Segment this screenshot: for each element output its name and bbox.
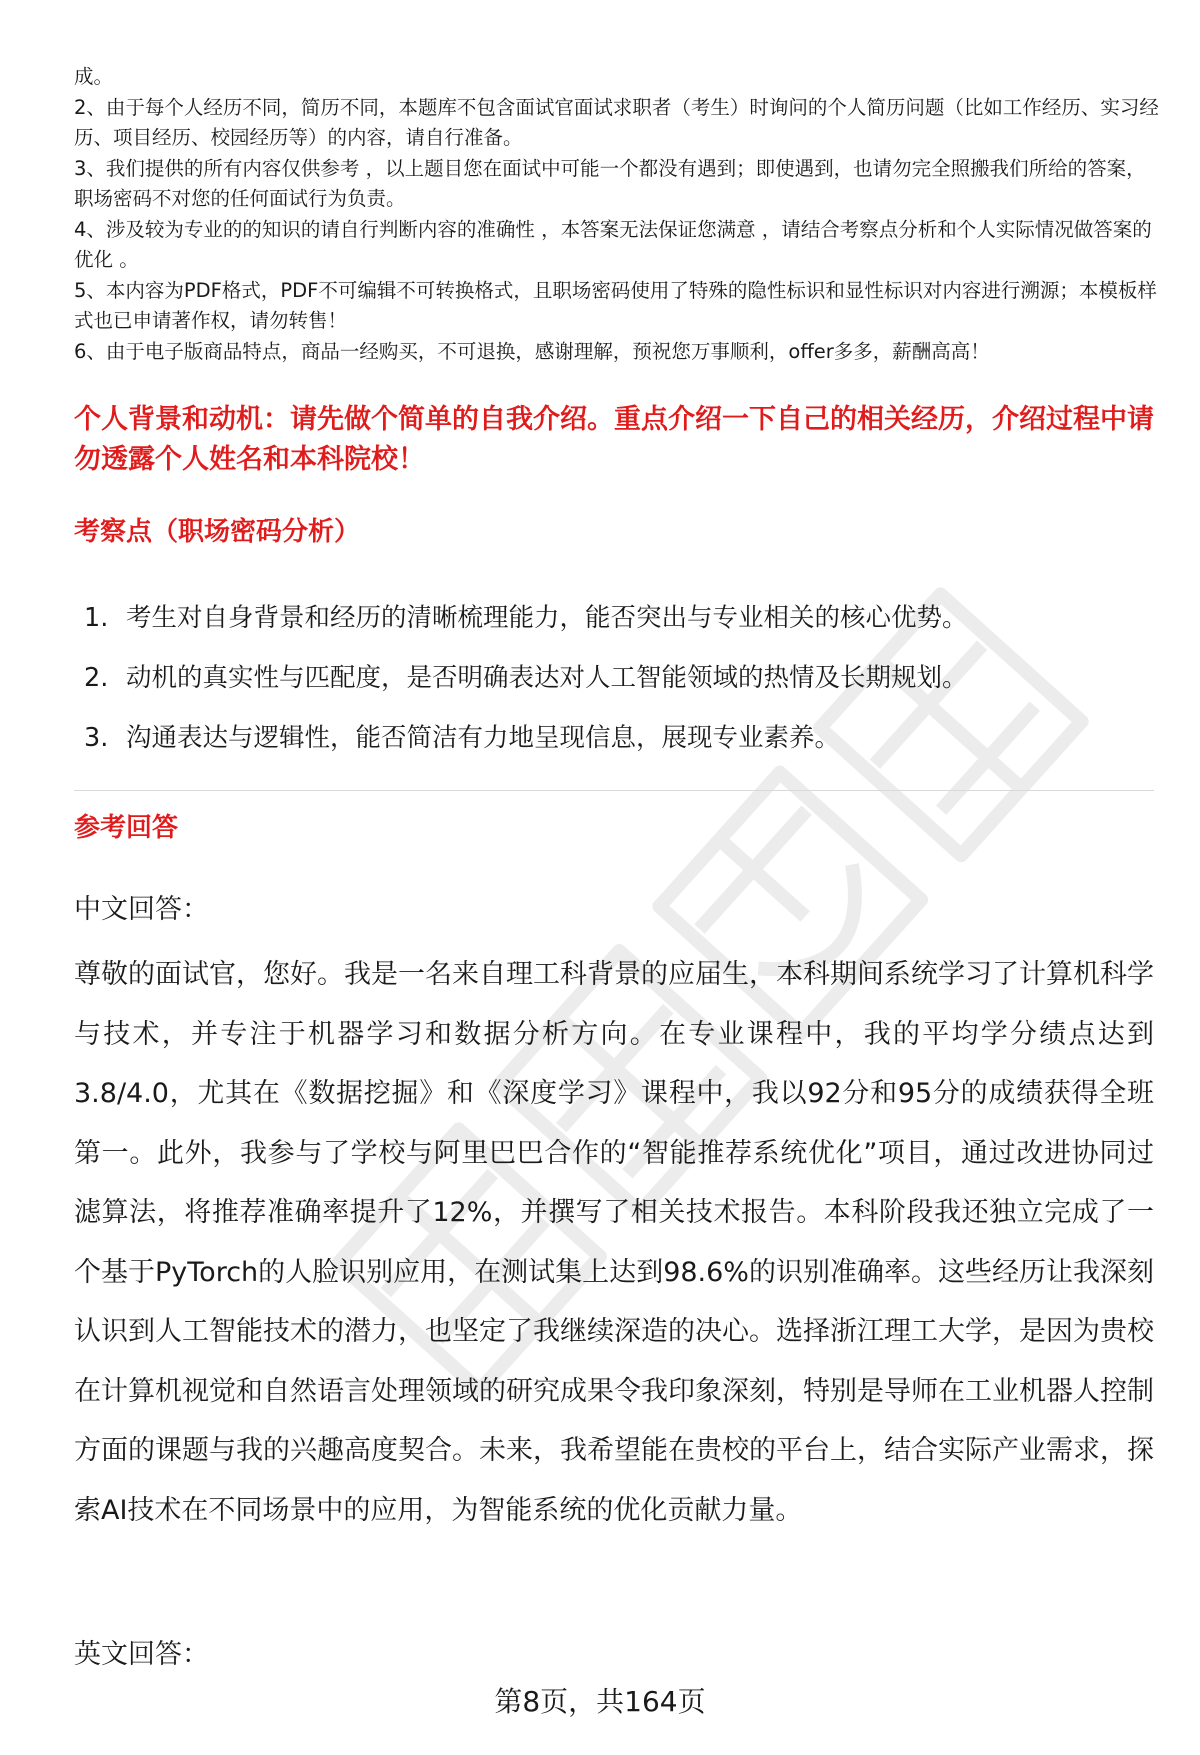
list-number: 2.	[84, 663, 109, 693]
points-list	[84, 588, 1144, 768]
list-text: 沟通表达与逻辑性，能否简洁有力地呈现信息，展现专业素养。	[126, 723, 841, 753]
note-item: 2、由于每个人经历不同，简历不同，本题库不包含面试官面试求职者（考生）时询问的个人简历问题（比如工作经历、实习经历、项目经历、校园经历等）的内容，请自行准备。	[74, 95, 1159, 149]
list-number: 1.	[84, 603, 109, 633]
note-item: 5、本内容为PDF格式，PDF不可编辑不可转换格式，且职场密码使用了特殊的隐性标识和显性标识对内容进行溯源；本模板样式也已申请著作权，请勿转售！	[74, 278, 1157, 332]
list-item	[84, 708, 1144, 768]
list-item	[84, 648, 1144, 708]
section-divider	[74, 790, 1154, 791]
note-item: 4、涉及较为专业的的知识的请自行判断内容的准确性 ，本答案无法保证您满意 ，请结合考察点分析和个人实际情况做答案的优化 。	[74, 217, 1152, 271]
notes-block	[74, 62, 1164, 367]
list-text: 考生对自身背景和经历的清晰梳理能力，能否突出与专业相关的核心优势。	[126, 603, 968, 633]
list-number: 3.	[84, 723, 109, 753]
answer-cn-body: 尊敬的面试官，您好。我是一名来自理工科背景的应届生，本科期间系统学习了计算机科学与技术，并专注于机器学习和数据分析方向。在专业课程中，我的平均学分绩点达到3.8/4.0，尤其在《数据挖掘》和《深度学习》课程中，我以92分和95分的成绩获得全班第一。此外，我参与了学校与阿里巴巴合作的“智能推荐系统优化”项目，通过改进协同过滤算法，将推荐准确率提升了12%，并撰写了相关技术报告。本科阶段我还独立完成了一个基于PyTorch的人脸识别应用，在测试集上达到98.6%的识别准确率。这些经历让我深刻认识到人工智能技术的潜力，也坚定了我继续深造的决心。选择浙江理工大学，是因为贵校在计算机视觉和自然语言处理领域的研究成果令我印象深刻，特别是导师在工业机器人控制方面的课题与我的兴趣高度契合。未来，我希望能在贵校的平台上，结合实际产业需求，探索AI技术在不同场景中的应用，为智能系统的优化贡献力量。	[74, 959, 1154, 1526]
list-item	[84, 588, 1144, 648]
points-heading: 考察点（职场密码分析）	[74, 517, 361, 547]
list-text: 动机的真实性与匹配度，是否明确表达对人工智能领域的热情及长期规划。	[126, 663, 968, 693]
answer-cn-heading: 中文回答：	[74, 894, 209, 925]
answer-en-heading: 英文回答：	[74, 1639, 209, 1670]
answer-heading: 参考回答	[74, 813, 179, 843]
note-item: 成。	[74, 65, 114, 88]
question-title: 个人背景和动机：请先做个简单的自我介绍。重点介绍一下自己的相关经历，介绍过程中请勿透露个人姓名和本科院校！	[74, 404, 1154, 475]
note-item: 3、我们提供的所有内容仅供参考 ，以上题目您在面试中可能一个都没有遇到；即使遇到，也请勿完全照搬我们所给的答案，职场密码不对您的任何面试行为负责。	[74, 156, 1146, 210]
note-item: 6、由于电子版商品特点，商品一经购买，不可退换，感谢理解，预祝您万事顺利，offer多多，薪酬高高！	[74, 339, 990, 363]
page-number: 第8页，共164页	[494, 1685, 706, 1718]
